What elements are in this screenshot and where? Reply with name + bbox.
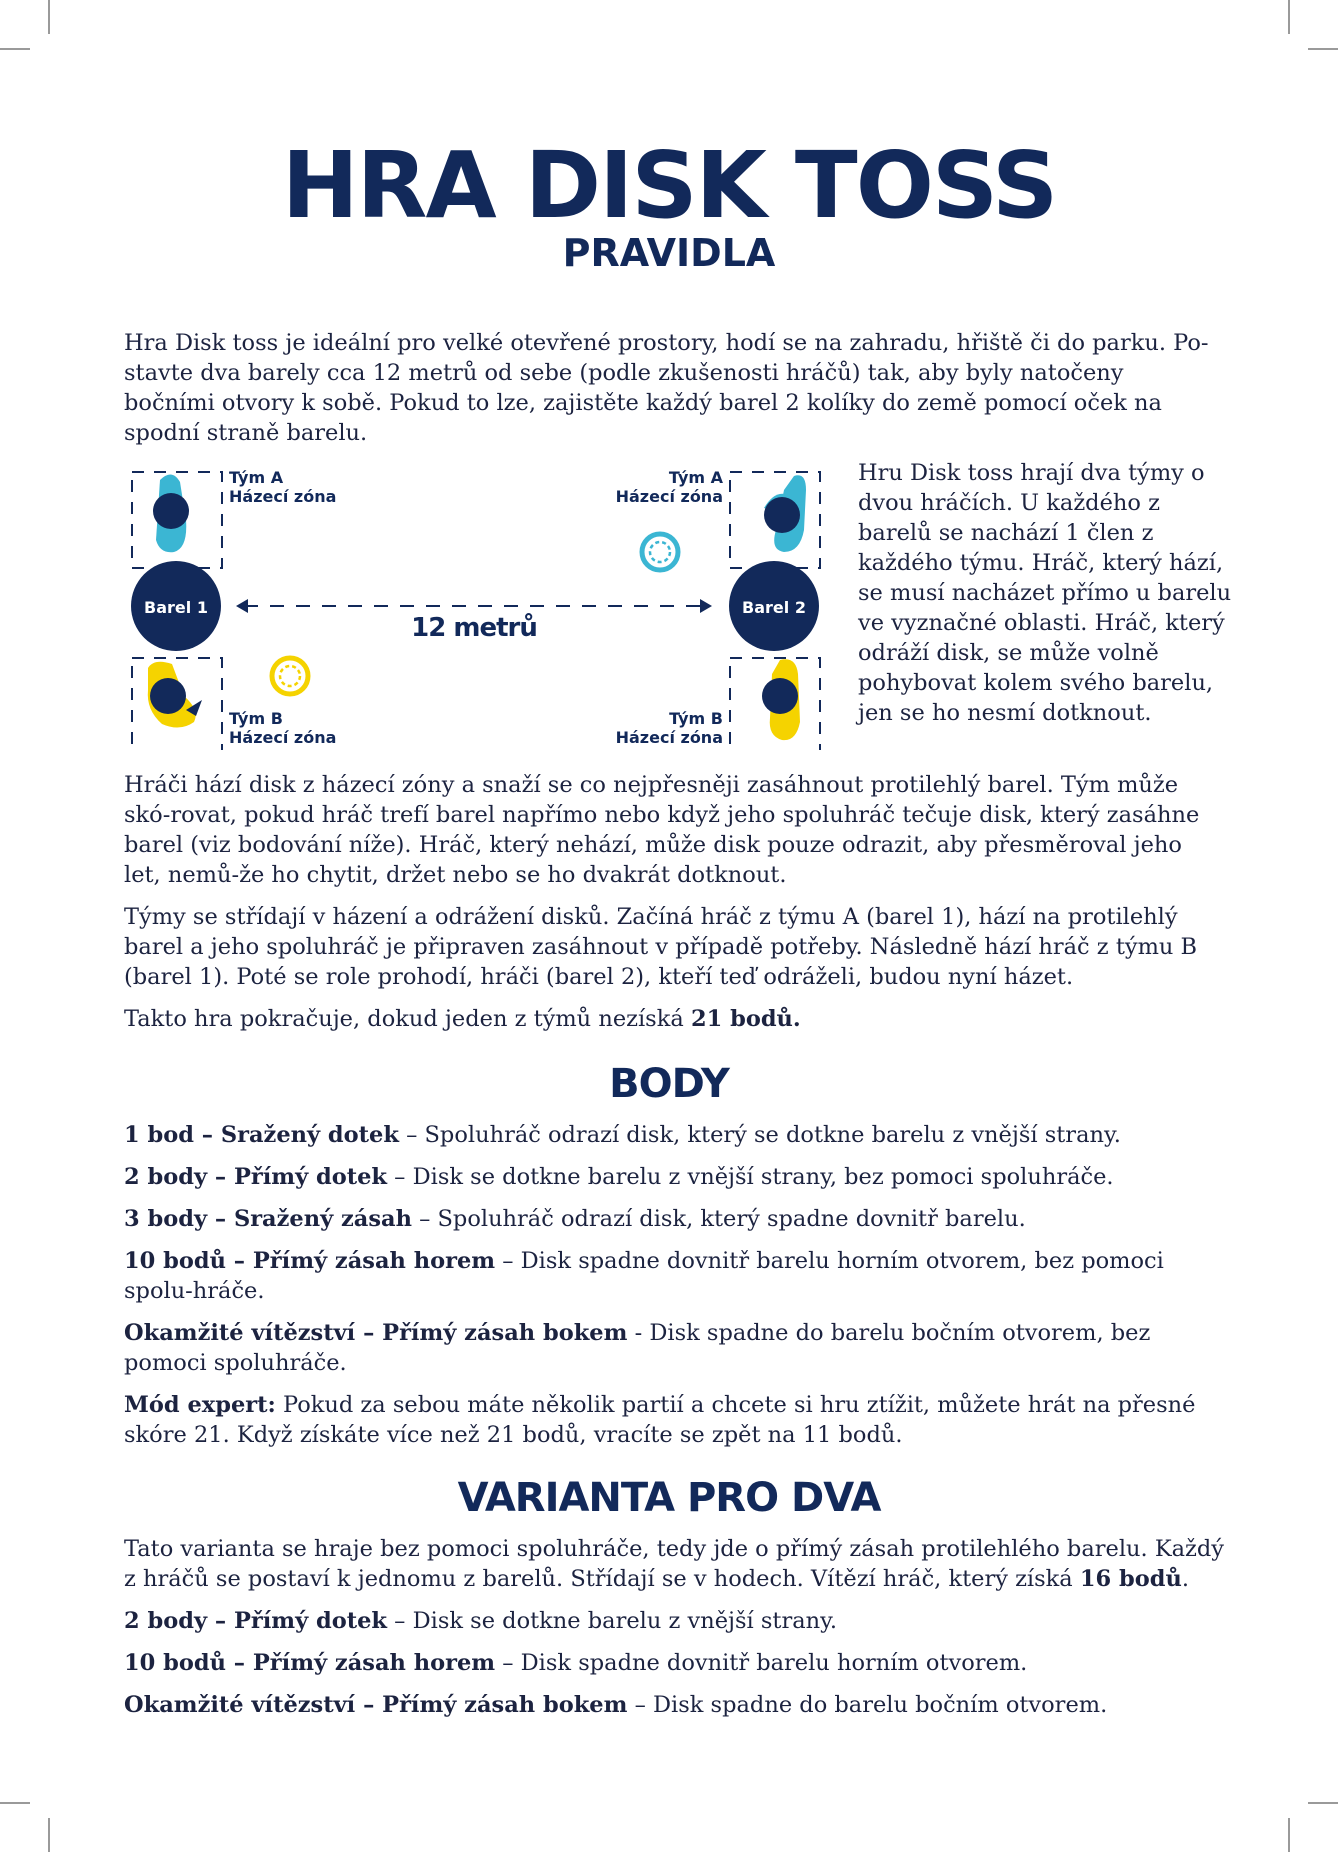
zone-b1-label: Házecí zóna (229, 728, 337, 747)
crop-mark (1308, 48, 1338, 50)
page-subtitle: PRAVIDLA (562, 231, 776, 275)
turns-paragraph: Týmy se střídají v házení a odrážení disků. Začíná hráč z týmu A (barel 1), hází na protilehlý barel a jeho spoluhráč je připraven zasáhnout v případě potřeby. Následně hází hráč z týmu B (barel 1). Poté se role prohodí, hráči (barel 2), kteří teď odráželi, budou nyní házet. (124, 904, 1198, 990)
crop-mark (48, 1818, 50, 1852)
two-player-rule: 10 bodů – Přímý zásah horem – Disk spadne dovnitř barelu horním otvorem. (124, 1650, 1028, 1676)
two-player-rule: 2 body – Přímý dotek – Disk se dotkne barelu z vnější strany. (124, 1608, 837, 1634)
crop-mark (48, 0, 50, 34)
field-diagram (124, 460, 824, 750)
arrow-head-left (236, 599, 248, 613)
player-b1-head (150, 678, 186, 714)
barrel-2-label: Barel 2 (742, 598, 806, 617)
crop-mark (1308, 1802, 1338, 1804)
barrel-1-label: Barel 1 (144, 598, 208, 617)
team-a1-label: Tým A (229, 468, 284, 487)
team-b2-label: Tým B (669, 709, 723, 728)
player-b2-head (762, 678, 798, 714)
crop-mark (0, 48, 30, 50)
two-player-heading: VARIANTA PRO DVA (457, 1475, 881, 1521)
distance-label: 12 metrů (411, 613, 537, 643)
zone-a2-label: Házecí zóna (615, 487, 723, 506)
team-b1-label: Tým B (229, 709, 283, 728)
score-rule: 2 body – Přímý dotek – Disk se dotkne barelu z vnější strany, bez pomoci spoluhráče. (124, 1164, 1114, 1190)
team-a2-label: Tým A (668, 468, 723, 487)
disc-cyan-icon (642, 534, 678, 570)
crop-mark (1288, 1818, 1290, 1852)
two-player-intro: Tato varianta se hraje bez pomoci spoluhráče, tedy jde o přímý zásah protilehlého barelu. Každý z hráčů se postaví k jednomu z barelů. Střídají se v hodech. Vítězí hráč, který získá 16 bodů. (124, 1536, 1225, 1592)
page-title: HRA DISK TOSS (281, 132, 1057, 239)
two-player-rule: Okamžité vítězství – Přímý zásah bokem – Disk spadne do barelu bočním otvorem. (124, 1692, 1108, 1718)
win-paragraph: Takto hra pokračuje, dokud jeden z týmů nezíská 21 bodů. (124, 1006, 801, 1032)
player-a2-head (764, 497, 800, 533)
zone-a1-label: Házecí zóna (229, 487, 337, 506)
intro-paragraph: Hra Disk toss je ideální pro velké otevřené prostory, hodí se na zahradu, hřiště či do parku. Po-stavte dva barely cca 12 metrů od sebe (podle zkušenosti hráčů) tak, aby byly natočeny bočními otvory k sobě. Pokud to lze, zajistěte každý barel 2 kolíky do země pomocí oček na spodní straně barelu. (124, 330, 1209, 446)
score-rule: 3 body – Sražený zásah – Spoluhráč odrazí disk, který spadne dovnitř barelu. (124, 1206, 1026, 1232)
gameplay-paragraph: Hráči hází disk z házecí zóny a snaží se co nejpřesněji zasáhnout protilehlý barel. Tým může skó-rovat, pokud hráč trefí barel napřímo nebo když jeho spoluhráč tečuje disk, který zasáhne barel (viz bodování níže). Hráč, který nehází, může disk pouze odrazit, aby přesměroval jeho let, nemů-že ho chytit, držet nebo se ho dvakrát dotknout. (124, 772, 1200, 888)
crop-mark (0, 1802, 30, 1804)
crop-mark (1288, 0, 1290, 34)
score-rule: 10 bodů – Přímý zásah horem – Disk spadne dovnitř barelu horním otvorem, bez pomoci spolu-hráče. (124, 1248, 1164, 1304)
arrow-head-right (700, 599, 712, 613)
disc-yellow-icon (272, 658, 308, 694)
player-a1-head (153, 493, 189, 529)
scoring-heading: BODY (609, 1061, 729, 1107)
teams-paragraph: Hru Disk toss hrají dva týmy o dvou hráčích. U každého z barelů se nachází 1 člen z každého týmu. Hráč, který hází, se musí nacházet přímo u barelu ve vyznačné oblasti. Hráč, který odráží disk, se může volně pohybovat kolem svého barelu, jen se ho nesmí dotknout. (858, 460, 1232, 726)
score-rule: 1 bod – Sražený dotek – Spoluhráč odrazí disk, který se dotkne barelu z vnější strany. (124, 1122, 1121, 1148)
zone-b2-label: Házecí zóna (615, 728, 723, 747)
score-rule: Okamžité vítězství – Přímý zásah bokem - Disk spadne do barelu bočním otvorem, bez pomoci spoluhráče. (124, 1320, 1151, 1376)
expert-mode: Mód expert: Pokud za sebou máte několik partií a chcete si hru ztížit, můžete hrát na přesné skóre 21. Když získáte více než 21 bodů, vracíte se zpět na 11 bodů. (124, 1392, 1196, 1448)
